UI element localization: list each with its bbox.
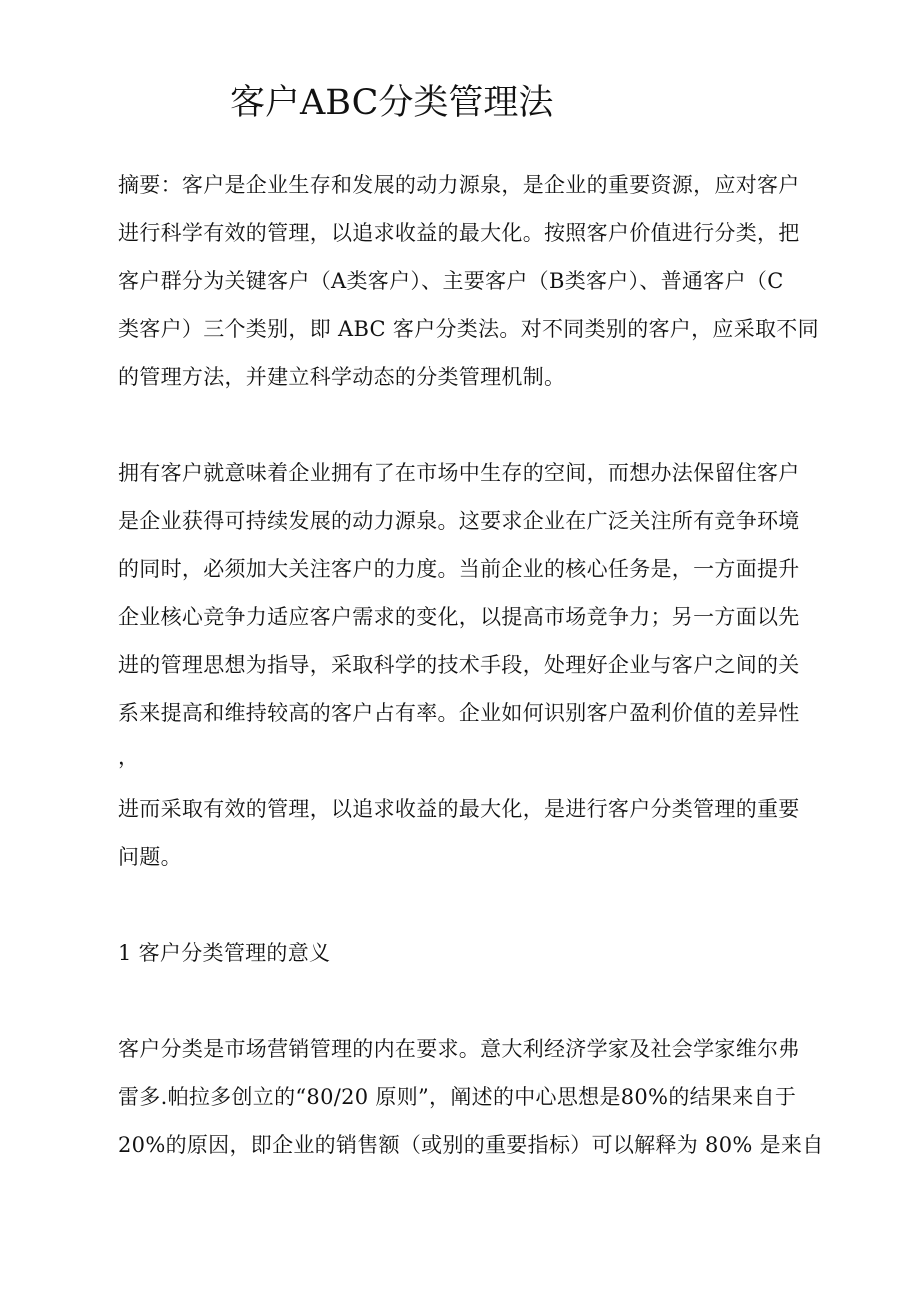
abstract-line-4: 类客户）三个类别，即 ABC 客户分类法。对不同类别的客户，应采取不同 xyxy=(118,317,819,341)
abstract-line-2: 进行科学有效的管理，以追求收益的最大化。按照客户价值进行分类，把 xyxy=(118,221,800,245)
paragraph1-line-8: 进而采取有效的管理，以追求收益的最大化，是进行客户分类管理的重要 xyxy=(118,797,800,821)
paragraph2-line-3: 20%的原因，即企业的销售额（或别的重要指标）可以解释为 80% 是来自 xyxy=(118,1133,824,1157)
paragraph1-line-3: 的同时，必须加大关注客户的力度。当前企业的核心任务是，一方面提升 xyxy=(118,557,800,581)
paragraph1-line-2: 是企业获得可持续发展的动力源泉。这要求企业在广泛关注所有竞争环境 xyxy=(118,509,800,533)
document-title: 客户ABC分类管理法 xyxy=(230,83,554,123)
paragraph2-line-2: 雷多.帕拉多创立的“80/20 原则”，阐述的中心思想是80%的结果来自于 xyxy=(118,1085,797,1109)
abstract-line-5: 的管理方法，并建立科学动态的分类管理机制。 xyxy=(118,365,566,389)
abstract-line-3: 客户群分为关键客户（A类客户）、主要客户（B类客户）、普通客户（C xyxy=(118,269,784,293)
paragraph1-line-9: 问题。 xyxy=(118,845,182,869)
paragraph2-line-1: 客户分类是市场营销管理的内在要求。意大利经济学家及社会学家维尔弗 xyxy=(118,1037,800,1061)
paragraph1-line-5: 进的管理思想为指导，采取科学的技术手段，处理好企业与客户之间的关 xyxy=(118,653,800,677)
paragraph1-line-1: 拥有客户就意味着企业拥有了在市场中生存的空间，而想办法保留住客户 xyxy=(118,461,800,485)
paragraph1-line-7: ， xyxy=(118,745,140,769)
paragraph1-line-4: 企业核心竞争力适应客户需求的变化，以提高市场竞争力；另一方面以先 xyxy=(118,605,800,629)
abstract-line-1: 摘要：客户是企业生存和发展的动力源泉，是企业的重要资源，应对客户 xyxy=(118,173,800,197)
paragraph1-line-6: 系来提高和维持较高的客户占有率。企业如何识别客户盈利价值的差异性 xyxy=(118,701,800,725)
section-heading: 1 客户分类管理的意义 xyxy=(118,941,331,965)
